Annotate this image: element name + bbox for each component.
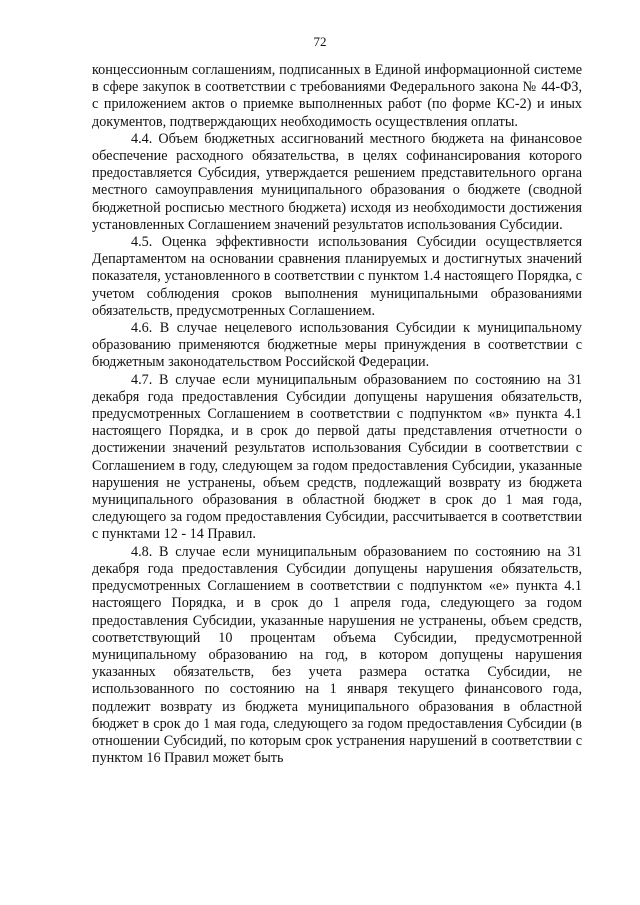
page-number: 72 [313,34,327,49]
paragraph-4-7: 4.7. В случае если муниципальным образованием по состоянию на 31 декабря года предоставления Субсидии допущены нарушения обязательств, предусмотренных Соглашением в соответствии с подпунктом «в» пункта 4.1 настоящего Порядка, и в срок до первой даты представления отчетности о достижении значений результатов использования Субсидии в соответствии с Соглашением в году, следующем за годом предоставления Субсидии, указанные нарушения не устранены, объем средств, подлежащий возврату из бюджета муниципального образования в областной бюджет в срок до 1 мая года, следующего за годом предоставления Субсидии, рассчитывается в соответствии с пунктами 12 - 14 Правил. [92,371,582,543]
paragraph-4-4: 4.4. Объем бюджетных ассигнований местного бюджета на финансовое обеспечение расходного обязательства, в целях софинансирования которого предоставляется Субсидия, утверждается решением представительного органа местного самоуправления муниципального образования о бюджете (сводной бюджетной росписью местного бюджета) исходя из необходимости достижения установленных Соглашением значений результатов использования Субсидии. [92,130,582,233]
document-body [92,62,582,767]
paragraph-continuation: концессионным соглашениям, подписанных в Единой информационной системе в сфере закупок в соответствии с требованиями Федерального закона № 44-ФЗ, с приложением актов о приемке выполненных работ (по форме КС-2) и иных документов, подтверждающих необходимость осуществления оплаты. [92,62,582,130]
paragraph-4-6: 4.6. В случае нецелевого использования Субсидии к муниципальному образованию применяются бюджетные меры принуждения в соответствии с бюджетным законодательством Российской Федерации. [92,320,582,371]
paragraph-4-8: 4.8. В случае если муниципальным образованием по состоянию на 31 декабря года предоставления Субсидии допущены нарушения обязательств, предусмотренных Соглашением в соответствии с подпунктом «е» пункта 4.1 настоящего Порядка, и в срок до 1 апреля года, следующего за годом предоставления Субсидии, указанные нарушения не устранены, объем средств, соответствующий 10 процентам объема Субсидии, предусмотренной муниципальному образованию на год, в котором допущены нарушения указанных обязательств, без учета размера остатка Субсидии, не использованного по состоянию на 1 января текущего финансового года, подлежит возврату из бюджета муниципального образования в областной бюджет в срок до 1 мая года, следующего за годом предоставления Субсидии (в отношении Субсидий, по которым срок устранения нарушений в соответствии с пунктом 16 Правил может быть [92,543,582,767]
paragraph-4-5: 4.5. Оценка эффективности использования Субсидии осуществляется Департаментом на основании сравнения планируемых и достигнутых значений показателя, установленного в соответствии с пунктом 1.4 настоящего Порядка, с учетом соблюдения сроков выполнения муниципальными образованиями обязательств, предусмотренных Соглашением. [92,234,582,319]
